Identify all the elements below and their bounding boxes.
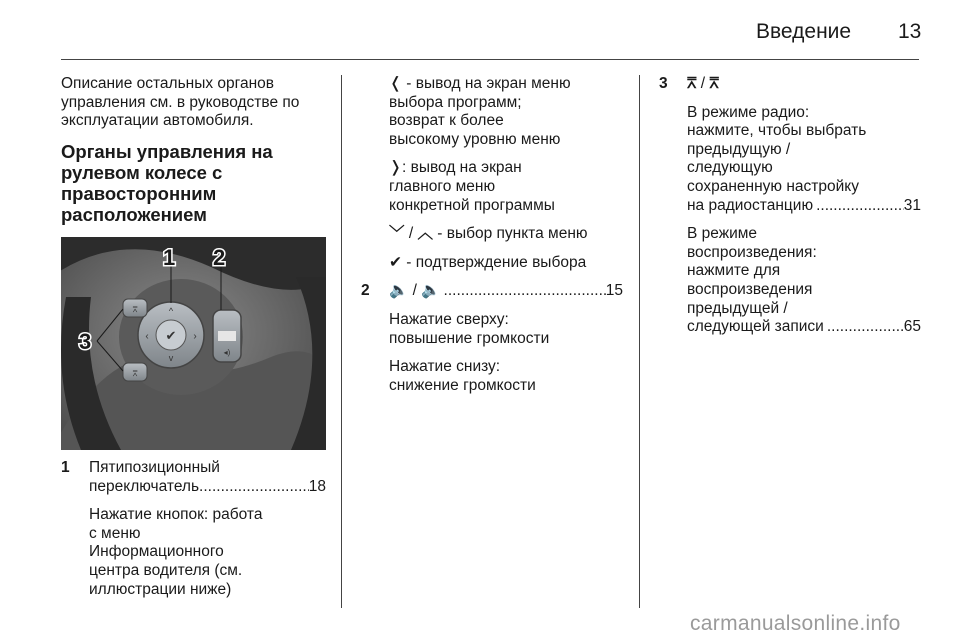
radio-mode-desc: В режиме радио: нажмите, чтобы выбрать предыдущую / следующую сохраненную настройку bbox=[687, 103, 867, 195]
volume-icon: ◂) bbox=[223, 348, 231, 357]
playback-mode-desc: В режиме воспроизведения: нажмите для воспроизведения предыдущей / bbox=[687, 225, 817, 317]
arrow-up-icon: ^ bbox=[168, 306, 174, 316]
page-ref: 65 bbox=[903, 318, 921, 336]
header-divider bbox=[61, 59, 919, 60]
page-title: Введение bbox=[756, 20, 852, 43]
steering-wheel-photo bbox=[61, 237, 326, 450]
item-1: 1 Пятипозиционный переключатель ..... 18 Нажатие кнопок: работа с меню Информационного центра водителя (см. иллюстрации ниже) bbox=[61, 459, 326, 609]
arrow-left-icon: ‹ bbox=[145, 331, 149, 342]
callout-1: 1 bbox=[163, 245, 176, 270]
page-ref: 15 bbox=[605, 282, 623, 300]
five-way-switch bbox=[138, 302, 204, 368]
column-divider bbox=[639, 75, 640, 608]
favourite-icon: ⩞ bbox=[132, 369, 138, 378]
section-heading: Органы управления на рулевом колесе с правосторонним расположением bbox=[61, 140, 273, 225]
item-3: 3 ⩞ / ⩞ В режиме радио: нажмите, чтобы выбрать предыдущую / следующую сохраненную настройку на радиостанцию ..... 31 В режиме воспроизведения: нажмите для воспроизведения предыдущей / следующей записи ..... 65 bbox=[659, 75, 921, 337]
right-key-desc: ❭: вывод на экран главного меню конкретной программы bbox=[389, 159, 555, 214]
arrow-right-icon: ❭ bbox=[389, 159, 402, 177]
toc-line: следующей записи ..... 65 bbox=[687, 318, 921, 337]
favourite-prev-icon: ⩞ bbox=[687, 75, 697, 92]
ok-check-icon: ✔ bbox=[165, 329, 177, 344]
callout-3: 3 bbox=[79, 329, 92, 354]
arrow-left-icon: ❬ bbox=[389, 75, 402, 92]
toc-line: переключатель ..... 18 bbox=[89, 478, 326, 497]
item-2: 2 🔈 / 🔈 ..... 15 Нажатие сверху: повышение громкости Нажатие снизу: снижение громкости bbox=[361, 282, 623, 395]
left-key-desc: ❬ - вывод на экран меню выбора программ; возврат к более высокому уровню меню bbox=[389, 75, 571, 148]
arrow-up-icon: ︿ bbox=[417, 225, 433, 243]
page-ref: 31 bbox=[903, 196, 921, 214]
column-3 bbox=[659, 75, 921, 337]
column-2 bbox=[361, 75, 623, 405]
toc-line: на радиостанцию ..... 31 bbox=[687, 197, 921, 216]
toc-line: 🔈 / 🔈 ..... 15 bbox=[389, 282, 623, 301]
check-key-desc: ✔ - подтверждение выбора bbox=[389, 253, 587, 271]
arrow-down-icon: ﹀ bbox=[389, 225, 405, 243]
volume-down-icon: 🔈 bbox=[421, 282, 441, 300]
item-number: 2 bbox=[361, 282, 370, 300]
check-icon: ✔ bbox=[389, 253, 402, 271]
volume-up-icon: 🔈 bbox=[389, 282, 409, 300]
volume-rocker bbox=[213, 310, 241, 362]
intro-text: Описание остальных органов управления см. в руководстве по эксплуатации автомобиля. bbox=[61, 75, 300, 130]
favourite-next-icon: ⩞ bbox=[709, 75, 719, 92]
item-number: 3 bbox=[659, 75, 668, 92]
updown-key-desc: ﹀ / ︿ - выбор пункта меню bbox=[389, 225, 588, 243]
page-number: 13 bbox=[898, 20, 922, 43]
column-divider bbox=[341, 75, 342, 608]
favourite-icon: ⩞ bbox=[132, 305, 138, 314]
item-description: Нажатие кнопок: работа с меню Информационного центра водителя (см. иллюстрации ниже) bbox=[89, 506, 263, 598]
watermark: carmanualsonline.info bbox=[690, 612, 901, 635]
arrow-right-icon: › bbox=[193, 331, 197, 342]
arrow-down-icon: v bbox=[168, 353, 174, 363]
callout-2: 2 bbox=[213, 245, 226, 270]
page-ref: 18 bbox=[308, 477, 326, 495]
item-number: 1 bbox=[61, 459, 70, 476]
column-1 bbox=[61, 75, 329, 239]
